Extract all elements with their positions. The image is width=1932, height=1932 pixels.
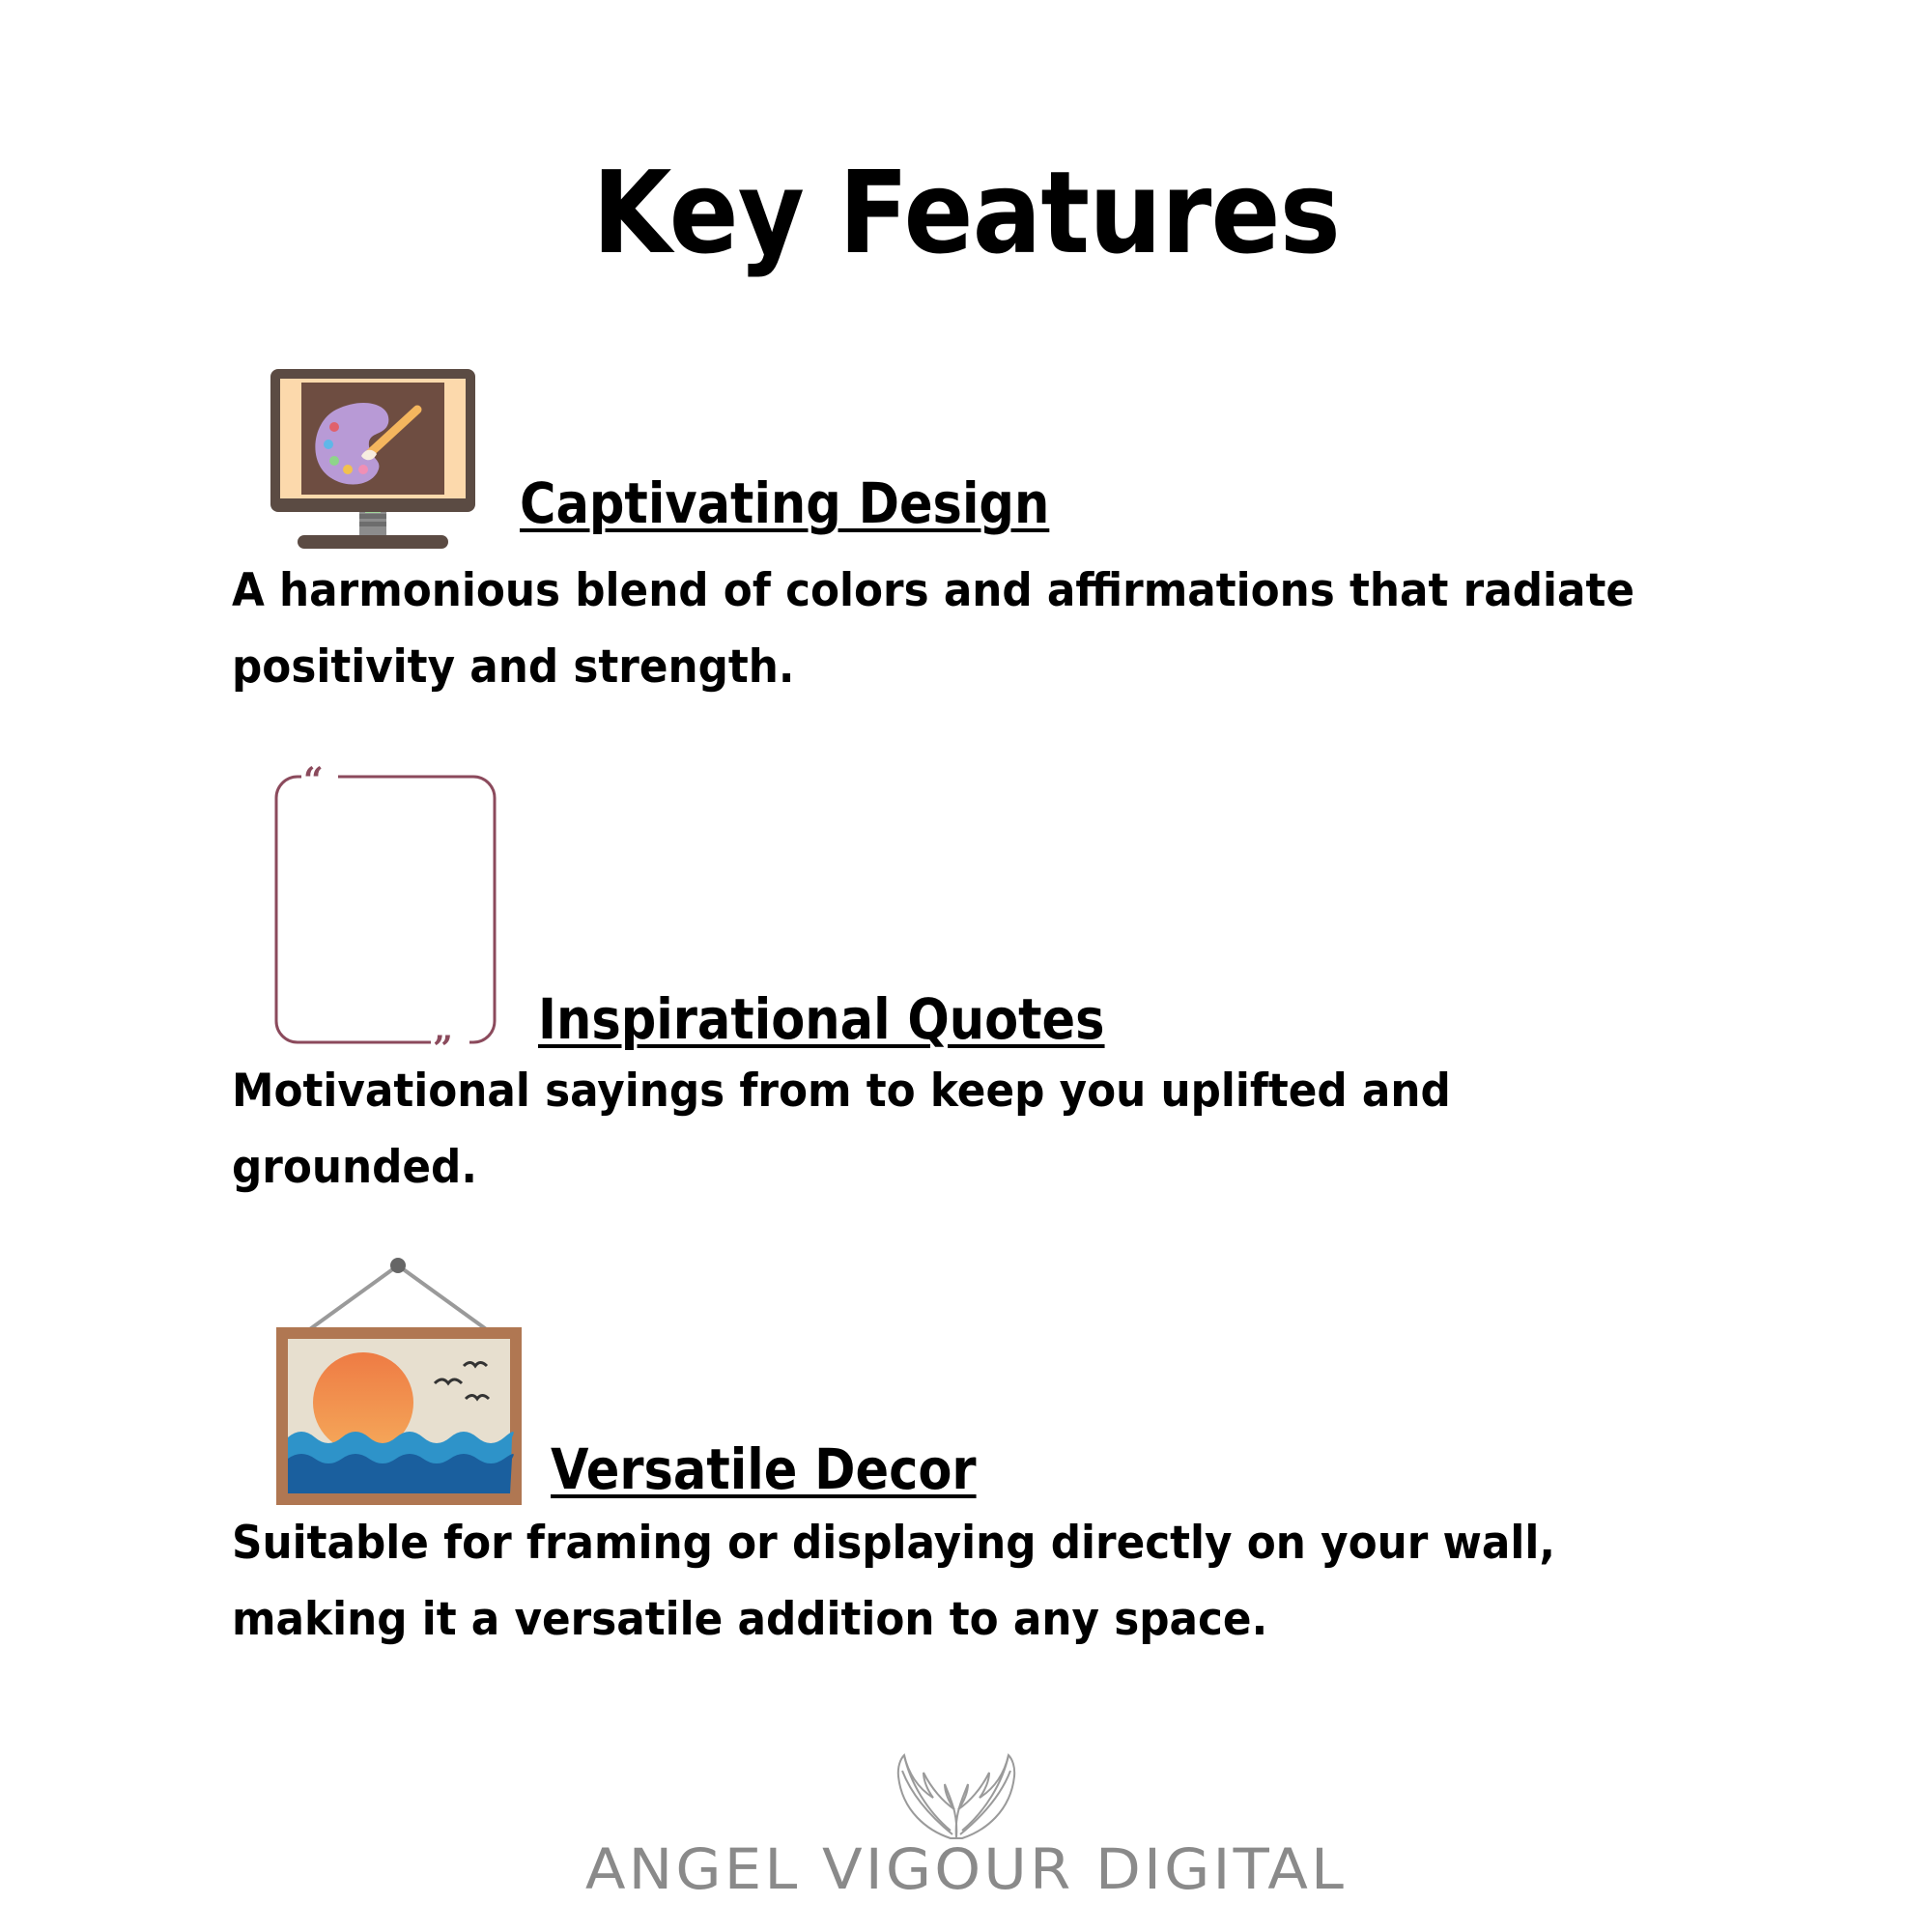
feature-description-inspirational-quotes: Motivational sayings from to keep you uplifted and grounded. [232, 1065, 1451, 1194]
page-title: Key Features [592, 146, 1340, 279]
feature-heading-captivating-design: Captivating Design [520, 470, 1050, 536]
monitor-palette-icon [269, 367, 477, 554]
svg-text:“: “ [303, 760, 324, 801]
feature-heading-versatile-decor: Versatile Decor [551, 1436, 977, 1502]
feature-description-captivating-design: A harmonious blend of colors and affirmations that radiate positivity and strength. [232, 564, 1635, 694]
svg-text:”: ” [433, 1029, 453, 1053]
brand-name: ANGEL VIGOUR DIGITAL [584, 1836, 1348, 1902]
hanging-picture-icon [274, 1256, 524, 1507]
feature-heading-inspirational-quotes: Inspirational Quotes [538, 986, 1105, 1052]
feature-description-versatile-decor: Suitable for framing or displaying directly on your wall, making it a versatile addition to any space. [232, 1517, 1555, 1646]
quote-frame-icon [269, 753, 498, 1053]
